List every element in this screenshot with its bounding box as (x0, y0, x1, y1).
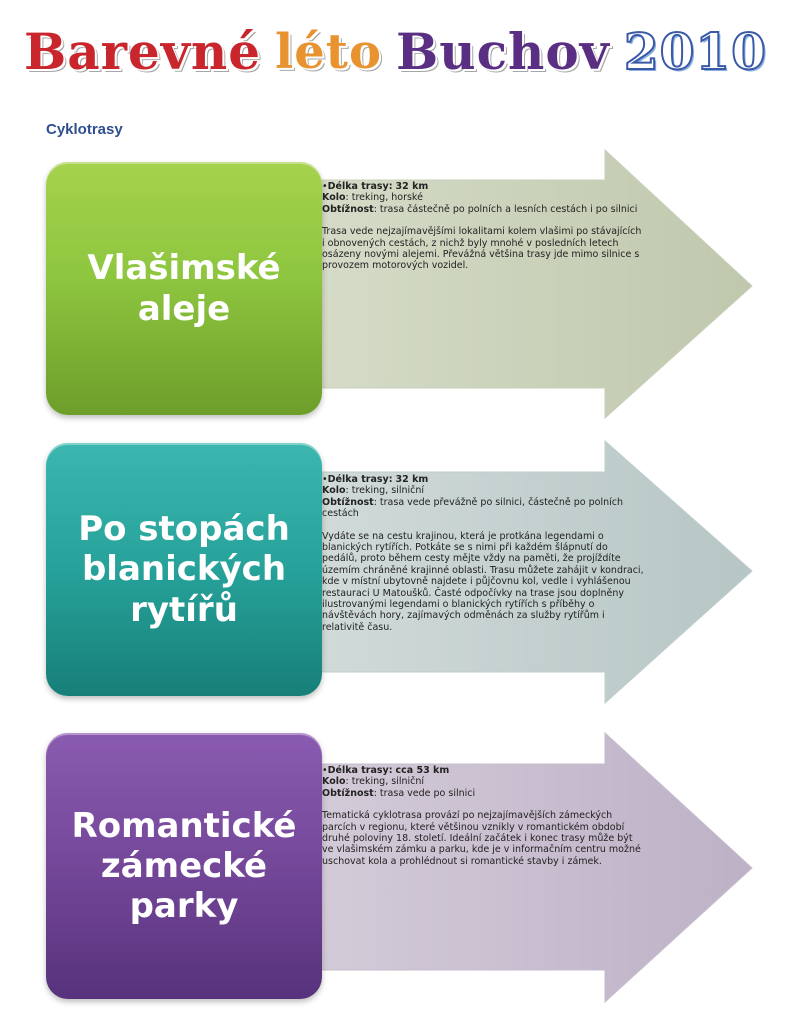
title-word-2: léto (275, 23, 382, 80)
bike-value: : treking, silniční (345, 485, 425, 497)
length-label: Délka trasy: (327, 765, 393, 776)
difficulty-value: : trasa vede po silnici (373, 787, 476, 799)
length-label: Délka trasy: (327, 181, 393, 192)
route-tile-zamecke-parky (46, 733, 322, 999)
bike-value: : treking, horské (345, 192, 423, 204)
length-value: cca 53 km (395, 765, 450, 776)
length-value: 32 km (395, 181, 429, 192)
bike-label: Kolo (322, 192, 346, 204)
route-title: Romantické zámecké parky (71, 805, 297, 927)
length-label: Délka trasy: (327, 474, 393, 485)
section-heading: Cyklotrasy (46, 121, 123, 138)
title-word-1: Barevné (24, 22, 262, 81)
route-title: Vlašimské aleje (87, 248, 281, 329)
difficulty-value: : trasa částečně po polních a lesních cestách i po silnici (373, 203, 638, 215)
bike-label: Kolo (322, 776, 346, 788)
bike-value: : treking, silniční (345, 776, 425, 788)
route-paragraph: Vydáte se na cestu krajinou, která je protkána legendami o blanických rytířích. Potkáte se s nimi při každém šlápnutí do pedálů, proto během cesty mějte vždy na paměti, že projíždíte územím chráněné krajinné oblasti. Trasu můžete zahájit v kondraci, kde v místní ubytovně najdete i půjčovnu kol, vedle i vyhlášenou restauraci U Matoušků. Časté odpočívky na trase jsou doplněny ilustrovanými legendami o blanických rytířích s příběhy o návštěvách hory, zajímavých odměnách za služby rytířům i relativitě času. (322, 530, 644, 633)
route-title: Po stopách blanických rytířů (78, 509, 290, 630)
route-tile-vlasimske-aleje (46, 162, 322, 415)
route-paragraph: Tematická cyklotrasa provází po nejzajímavějších zámeckých parcích v regionu, které většinou vznikly v romantickém období druhé poloviny 18. století. Ideální začátek i konec trasy může být ve vlašimském zámku a parku, kde je v informačním centru možné uschovat kola a prohlédnout si romantické stavby i zámek. (322, 810, 641, 867)
route-description: •Délka trasy: cca 53 km Kolo: treking, silniční Obtížnost: trasa vede po silnici Tematická cyklotrasa provází po nejzajímavějších zámeckých parcích v regionu, které většinou vznikly v romantickém období druhé poloviny 18. století. Ideální začátek i konec trasy může být ve vlašimském zámku a parku, kde je v informačním centru možné uschovat kola a prohlédnout si romantické stavby i zámek. (322, 765, 644, 867)
difficulty-label: Obtížnost (322, 203, 374, 215)
difficulty-label: Obtížnost (322, 496, 374, 508)
route-tile-blanicti-rytiri (46, 443, 322, 696)
length-value: 32 km (395, 474, 429, 485)
title-word-4: 2010 (623, 22, 767, 81)
route-description: •Délka trasy: 32 km Kolo: treking, horské Obtížnost: trasa částečně po polních a lesních cestách i po silnici Trasa vede nejzajímavějšími lokalitami kolem vlašimi po stávajících i obnovených cestách, z nichž byly mnohé v posledních letech osázeny novými alejemi. Převážná většina trasy jde mimo silnice s provozem motorových vozidel. (322, 181, 642, 272)
route-description: •Délka trasy: 32 km Kolo: treking, silniční Obtížnost: trasa vede převážně po silnici, částečně po polních cestách Vydáte se na cestu krajinou, která je protkána legendami o blanických rytířích. Potkáte se s nimi při každém šlápnutí do pedálů, proto během cesty mějte vždy na paměti, že projíždíte územím chráněné krajinné oblasti. Trasu můžete zahájit v kondraci, kde v místní ubytovně najdete i půjčovnu kol, vedle i vyhlášenou restauraci U Matoušků. Časté odpočívky na trase jsou doplněny ilustrovanými legendami o blanických rytířích s příběhy o návštěvách hory, zajímavých odměnách za služby rytířům i relativitě času. (322, 474, 644, 633)
bike-label: Kolo (322, 485, 346, 497)
difficulty-value: : trasa vede převážně po silnici, částečně po polních cestách (322, 496, 623, 520)
title-word-3: Buchov (396, 22, 610, 81)
difficulty-label: Obtížnost (322, 787, 374, 799)
route-paragraph: Trasa vede nejzajímavějšími lokalitami kolem vlašimi po stávajících i obnovených cestách, z nichž byly mnohé v posledních letech osázeny novými alejemi. Převážná většina trasy jde mimo silnice s provozem motorových vozidel. (322, 226, 642, 272)
